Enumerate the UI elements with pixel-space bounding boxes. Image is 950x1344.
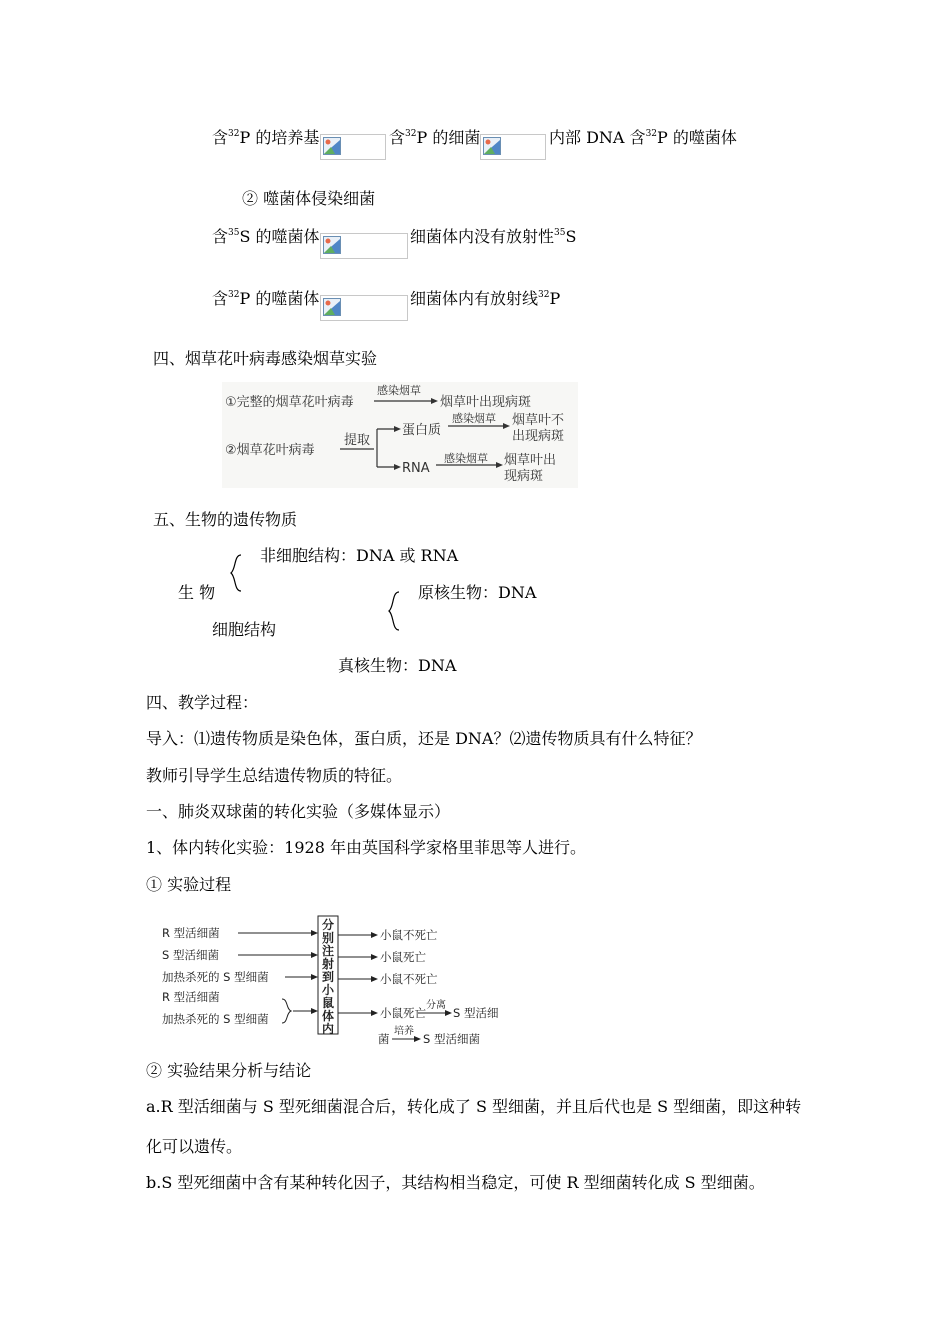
griffith-diagram bbox=[160, 913, 506, 1053]
teaching-heading: 四、教学过程： bbox=[146, 693, 259, 712]
broken-image-placeholder bbox=[480, 134, 546, 160]
box-char: 鼠 bbox=[321, 996, 335, 1010]
broken-image-placeholder bbox=[320, 295, 408, 321]
box-char: 到 bbox=[321, 970, 335, 984]
guide: 教师引导学生总结遗传物质的特征。 bbox=[146, 766, 403, 785]
eukaryote: 真核生物：DNA bbox=[338, 656, 457, 675]
box-char: 内 bbox=[321, 1022, 335, 1036]
griffith-input-2: S 型活细菌 bbox=[162, 948, 219, 962]
box-char: 小 bbox=[321, 983, 335, 997]
tmv-row1-arrow-label: 感染烟草 bbox=[377, 384, 421, 397]
broken-image-placeholder bbox=[320, 233, 408, 259]
griffith-output-3: 小鼠不死亡 bbox=[380, 972, 438, 986]
tmv-rna-end-1: 烟草叶出 bbox=[504, 453, 557, 468]
image-icon bbox=[323, 298, 341, 316]
tmv-diagram bbox=[222, 382, 578, 488]
row1-end: 内部 DNA 含$^{32}$P 的噬菌体 bbox=[549, 128, 737, 147]
tmv-heading: 四、烟草花叶病毒感染烟草实验 bbox=[153, 349, 378, 368]
row1-start: 含$^{32}$P 的培养基 bbox=[212, 128, 320, 147]
result-a: S 型活细 bbox=[453, 1006, 499, 1020]
prokaryote: 原核生物：DNA bbox=[418, 583, 537, 602]
tmv-protein-arrow-label: 感染烟草 bbox=[452, 412, 496, 425]
conclusion-a-line1: a.R 型活细菌与 S 型死细菌混合后，转化成了 S 型细菌，并且后代也是 S 型细菌，即这种转 bbox=[146, 1097, 802, 1116]
griffith-input-3: 加热杀死的 S 型细菌 bbox=[162, 970, 269, 984]
row1-middle: 含$^{32}$P 的细菌 bbox=[389, 128, 481, 147]
tmv-rna: RNA bbox=[402, 461, 430, 476]
box-char: 注 bbox=[321, 944, 335, 958]
image-icon bbox=[323, 137, 341, 155]
griffith-output-1: 小鼠不死亡 bbox=[380, 928, 438, 942]
item1: 1、体内转化实验：1928 年由英国科学家格里菲思等人进行。 bbox=[146, 838, 586, 857]
broken-image-placeholder bbox=[320, 134, 386, 160]
box-char: 分 bbox=[321, 918, 335, 932]
row3-end: 细菌体内有放射线$^{32}$P bbox=[410, 289, 561, 308]
conclusion-a-line2: 化可以遗传。 bbox=[146, 1137, 243, 1156]
non-cellular: 非细胞结构：DNA 或 RNA bbox=[260, 546, 459, 565]
tmv-row2-start: ②烟草花叶病毒 bbox=[225, 443, 315, 458]
image-icon bbox=[323, 236, 341, 254]
genetic-heading: 五、生物的遗传物质 bbox=[153, 510, 298, 529]
griffith-input-1: R 型活细菌 bbox=[162, 926, 220, 940]
griffith-input-5: 加热杀死的 S 型细菌 bbox=[162, 1012, 269, 1026]
brace-1 bbox=[228, 553, 244, 593]
box-char: 别 bbox=[321, 931, 335, 945]
organism: 生 物 bbox=[178, 583, 216, 602]
intro: 导入：⑴遗传物质是染色体，蛋白质，还是 DNA？⑵遗传物质具有什么特征？ bbox=[146, 729, 702, 748]
box-char: 体 bbox=[321, 1009, 335, 1023]
tmv-row1-end: 烟草叶出现病斑 bbox=[440, 395, 532, 410]
tmv-rna-arrow-label: 感染烟草 bbox=[444, 452, 488, 465]
row2-end: 细菌体内没有放射性$^{35}$S bbox=[410, 227, 577, 246]
row2-start: 含$^{35}$S 的噬菌体 bbox=[212, 227, 320, 246]
box-char: 射 bbox=[321, 957, 335, 971]
tmv-rna-end-2: 现病斑 bbox=[504, 469, 544, 484]
tmv-protein-end-2: 出现病斑 bbox=[512, 429, 565, 444]
griffith-input-4: R 型活细菌 bbox=[162, 990, 220, 1004]
row3-start: 含$^{32}$P 的噬菌体 bbox=[212, 289, 320, 308]
tmv-row1-start: ①完整的烟草花叶病毒 bbox=[225, 395, 354, 410]
separate-label: 分离 bbox=[426, 1000, 446, 1011]
image-icon bbox=[483, 137, 501, 155]
griffith-output-4: 小鼠死亡 bbox=[380, 1006, 426, 1020]
tmv-extract-label: 提取 bbox=[344, 433, 371, 448]
culture-label: 培养 bbox=[394, 1026, 414, 1037]
griffith-output-2: 小鼠死亡 bbox=[380, 950, 426, 964]
result-c: S 型活细菌 bbox=[423, 1032, 480, 1046]
conclusion-b: b.S 型死细菌中含有某种转化因子，其结构相当稳定，可使 R 型细菌转化成 S 型细菌。 bbox=[146, 1173, 765, 1192]
step2: ② 实验结果分析与结论 bbox=[146, 1061, 312, 1080]
tmv-protein: 蛋白质 bbox=[402, 423, 442, 438]
brace-2 bbox=[386, 590, 402, 632]
step1: ① 实验过程 bbox=[146, 875, 232, 894]
section1-title: 一、肺炎双球菌的转化实验（多媒体显示） bbox=[146, 802, 451, 821]
result-b: 菌 bbox=[378, 1032, 390, 1046]
tmv-protein-end-1: 烟草叶不 bbox=[512, 413, 565, 428]
step2-title: ② 噬菌体侵染细菌 bbox=[242, 189, 376, 208]
cellular: 细胞结构 bbox=[212, 620, 277, 639]
